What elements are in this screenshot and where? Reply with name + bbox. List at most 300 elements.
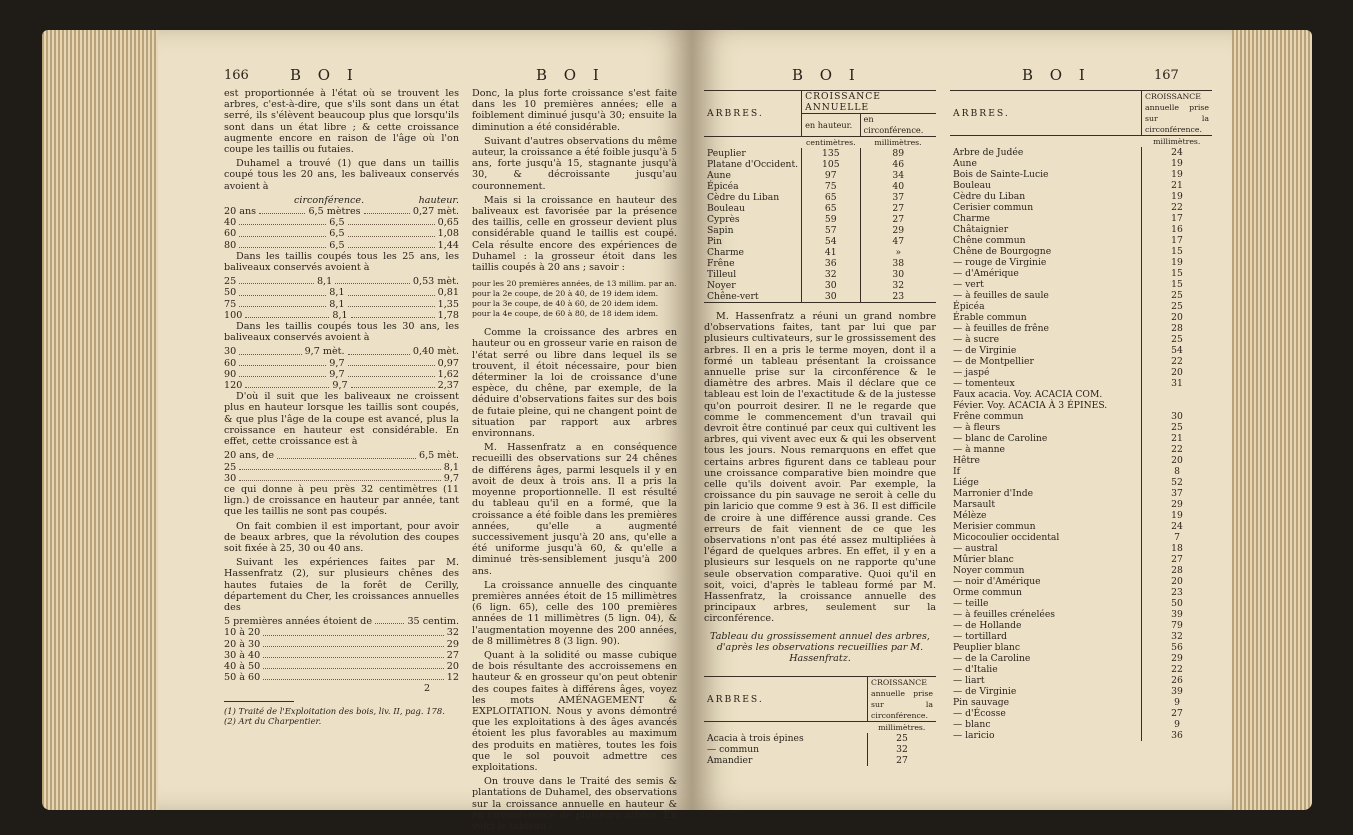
table-row xyxy=(704,236,936,247)
table-row xyxy=(950,169,1212,180)
tree-name: Marsault xyxy=(950,499,1142,510)
leader-dots xyxy=(348,358,435,366)
paragraph: Duhamel a trouvé (1) que dans un taillis coupé tous les 20 ans, les baliveaux conservés avoient à xyxy=(224,158,459,192)
tree-name: Mélèze xyxy=(950,510,1142,521)
table-row xyxy=(704,280,936,291)
paragraph: Dans les taillis coupés tous les 25 ans, les baliveaux conservés avoient à xyxy=(224,250,459,274)
value-cell: 34 xyxy=(892,170,905,181)
tree-name: Cerisier commun xyxy=(950,202,1142,213)
cell: 100 xyxy=(224,309,243,321)
cell: 1,35 xyxy=(437,298,460,310)
cell: 0,53 mèt. xyxy=(412,276,460,288)
value-cell: 17 xyxy=(1171,213,1183,224)
value-cell: 27 xyxy=(1171,708,1183,719)
value-cell: 79 xyxy=(1171,620,1183,631)
table-row xyxy=(950,411,1212,422)
tree-name: — teille xyxy=(950,598,1142,609)
leader-dots xyxy=(348,228,435,236)
paragraph: M. Hassenfratz a réuni un grand nombre d'observations faites, tant par lui que par plusieurs cultivateurs, sur le grossissement des arbres. Il en a pris le terme moyen, dont il a formé un tableau présentant la croissance annuelle prise sur la circonférence & le diamètre des arbres. Mais il déclare que ce tableau est loin de l'exactitude & de la justesse qu'on pourroit desirer. Il ne le regarde que comme le commencement d'un travail qui devroit être continué par ceux qui cultivent les arbres, qui vivent avec eux & qui les observent tous les jours. Nous remarquons en effet que certains arbres figurent dans ce tableau pour une croissance comparative bien moindre que celle qu'ils doivent avoir. Par exemple, la croissance du pin sauvage ne seroit à celle du pin laricio que comme 9 est à 36. Il est difficile de croire à une différence aussi grande. Ces erreurs de fait viennent de ce que les observations n'ont pas été assez multipliées à l'égard de quelques arbres. En effet, il y en a plusieurs sur lesquels on ne rapporte qu'une seule observation comparative. Quoi qu'il en soit, voici, d'après le tableau formé par M. Hassenfratz, la croissance annuelle des principaux arbres, seulement sur la circonférence. xyxy=(704,311,936,625)
tree-name: — jaspé xyxy=(950,367,1142,378)
leader-dots xyxy=(239,228,326,236)
value-cell: 23 xyxy=(1171,587,1183,598)
table-row xyxy=(950,642,1212,653)
cell: 9,7 xyxy=(443,472,459,484)
value-cell: 9 xyxy=(1174,697,1180,708)
value-cell: 20 xyxy=(1171,576,1183,587)
value-cell: 20 xyxy=(1171,455,1183,466)
value-cell: 32 xyxy=(892,280,905,291)
tree-name: Bois de Sainte-Lucie xyxy=(950,169,1142,180)
value-cell: 19 xyxy=(1171,257,1183,268)
value-cell: 20 xyxy=(1171,312,1183,323)
footnote: (2) Art du Charpentier. xyxy=(224,715,322,726)
tree-name: Châtaignier xyxy=(950,224,1142,235)
paragraph: On trouve dans le Traité des semis & plantations de Duhamel, des observations sur la croissance annuelle en hauteur & en circonférence de plusieurs arbres. En voici le tableau : xyxy=(472,776,677,832)
diameter-table xyxy=(472,279,677,319)
table-row xyxy=(224,627,459,638)
table-row xyxy=(950,367,1212,378)
value-cell: » xyxy=(895,247,902,258)
tree-name: Hêtre xyxy=(950,455,1142,466)
cell: 9,7 xyxy=(329,368,345,380)
tree-name: Épicéa xyxy=(704,181,802,192)
value-cell: 24 xyxy=(1171,147,1183,158)
growth-table-30 xyxy=(224,346,459,391)
leader-dots xyxy=(348,240,435,248)
value-cell: 24 xyxy=(1171,521,1183,532)
tree-name: Marronier d'Inde xyxy=(950,488,1142,499)
cell: 120 xyxy=(224,380,243,392)
cell: 30 à 40 xyxy=(224,649,261,661)
table-row xyxy=(950,246,1212,257)
cell: 40 à 50 xyxy=(224,660,261,672)
value-cell: 36 xyxy=(802,258,860,269)
table-row xyxy=(950,455,1212,466)
page-number: 167 xyxy=(1154,68,1179,83)
cell: 25 xyxy=(224,461,237,473)
cell: 60 xyxy=(224,357,237,369)
table-row xyxy=(224,450,459,461)
table-row xyxy=(950,730,1212,741)
cell: 6,5 mèt. xyxy=(419,450,459,462)
table-row xyxy=(950,488,1212,499)
leader-dots xyxy=(239,369,326,377)
value-cell: 25 xyxy=(1171,301,1183,312)
table-row xyxy=(704,733,936,744)
cell: 20 à 30 xyxy=(224,638,261,650)
value-cell: 20 xyxy=(1171,367,1183,378)
table-row xyxy=(704,203,936,214)
value-cell: 19 xyxy=(1171,158,1183,169)
cell: 75 xyxy=(224,298,237,310)
table-row xyxy=(950,356,1212,367)
paragraph: Donc, la plus forte croissance s'est faite dans les 10 premières années; elle a foiblement diminué jusqu'à 30; ensuite la diminution a été considérable. xyxy=(472,88,677,133)
table-row: pour les 20 premières années, de 13 millim. par an. xyxy=(472,279,677,289)
table-row xyxy=(224,217,459,228)
leader-dots xyxy=(364,206,410,214)
value-cell: 21 xyxy=(1171,433,1183,444)
table-row xyxy=(704,247,936,258)
value-cell: 105 xyxy=(802,159,860,170)
unit-row xyxy=(704,137,936,149)
value-cell: 37 xyxy=(1171,488,1183,499)
cell: 20 xyxy=(446,660,459,672)
tree-name: Orme commun xyxy=(950,587,1142,598)
cell: 10 à 20 xyxy=(224,627,261,639)
value-cell: 89 xyxy=(892,148,905,159)
cell xyxy=(704,137,802,149)
value-cell: 27 xyxy=(1171,554,1183,565)
tree-name: Mûrier blanc xyxy=(950,554,1142,565)
value-cell: 19 xyxy=(1171,510,1183,521)
tree-name: Frêne commun xyxy=(950,411,1142,422)
unit-cell: millimètres. xyxy=(874,138,922,147)
paragraph: Comme la croissance des arbres en hauteur ou en grosseur varie en raison de l'état serré ou libre dans lequel ils se trouvent, il étoit nécessaire, pour bien déterminer la loi de croissance d'une espèce, du chêne, par exemple, de la déduire d'observations faites sur des bois de futaie pleine, qui ne changent point de situation par rapport aux arbres environnans. xyxy=(472,327,677,440)
value-cell: 29 xyxy=(1171,653,1183,664)
cell: 30 xyxy=(224,346,237,358)
table-row xyxy=(950,543,1212,554)
leader-dots xyxy=(348,287,435,295)
cell xyxy=(950,136,1142,148)
cell: 8,1 xyxy=(443,461,459,473)
table-row xyxy=(950,202,1212,213)
unit-cell: millimètres. xyxy=(878,723,926,733)
cell: 50 xyxy=(224,287,237,299)
value-cell: 27 xyxy=(892,203,905,214)
tree-name: — d'Écosse xyxy=(950,708,1142,719)
tree-name: Peuplier blanc xyxy=(950,642,1142,653)
table-row xyxy=(950,301,1212,312)
table-row xyxy=(950,675,1212,686)
table-row xyxy=(950,587,1212,598)
tree-name: Acacia à trois épines xyxy=(704,733,868,744)
table-row xyxy=(950,477,1212,488)
value-cell: 97 xyxy=(802,170,860,181)
tree-name: Épicéa xyxy=(950,301,1142,312)
leader-dots xyxy=(263,661,444,669)
leader-dots xyxy=(348,217,435,225)
cell: 6,5 xyxy=(329,217,345,229)
table-row xyxy=(950,609,1212,620)
value-cell: 27 xyxy=(896,755,908,767)
tree-name: — à manne xyxy=(950,444,1142,455)
annual-growth-table xyxy=(224,616,459,683)
table-row xyxy=(950,378,1212,389)
table-row xyxy=(224,240,459,251)
table-row xyxy=(950,180,1212,191)
value-cell: 29 xyxy=(1171,499,1183,510)
running-head-2: B O I xyxy=(536,66,605,84)
cell: 40 xyxy=(224,217,237,229)
table-row xyxy=(224,462,459,473)
table-row xyxy=(224,616,459,627)
right-column-1 xyxy=(704,90,936,766)
leader-dots xyxy=(239,276,314,284)
table-row xyxy=(704,755,936,766)
leader-dots xyxy=(263,627,444,635)
leader-dots xyxy=(239,473,441,481)
height-table xyxy=(224,450,459,484)
cell: 1,62 xyxy=(437,368,460,380)
table-row xyxy=(224,358,459,369)
value-cell: 32 xyxy=(1171,631,1183,642)
table-row xyxy=(704,258,936,269)
cell: 25 xyxy=(224,276,237,288)
value-cell: 65 xyxy=(802,192,860,203)
cell: 27 xyxy=(446,649,459,661)
paragraph: Mais si la croissance en hauteur des baliveaux est favorisée par la présence des taillis, celle en grosseur devient plus considérable quand le taillis est coupé. Cela résulte encore des expériences de Duhamel : la grosseur étoit dans les taillis coupés à 20 ans ; savoir : xyxy=(472,194,677,274)
table-row xyxy=(704,181,936,192)
tree-name: Liége xyxy=(950,477,1142,488)
tree-name: Amandier xyxy=(704,755,868,766)
tree-name: — commun xyxy=(704,744,868,755)
table-row xyxy=(950,279,1212,290)
left-column-2 xyxy=(472,88,677,835)
value-cell: 23 xyxy=(892,291,905,302)
table-row xyxy=(950,422,1212,433)
table-row xyxy=(224,473,459,484)
table-row xyxy=(224,672,459,683)
table-row xyxy=(950,334,1212,345)
table-header: circonférence. hauteur. xyxy=(294,194,459,206)
value-cell: 19 xyxy=(1171,169,1183,180)
table-row xyxy=(704,192,936,203)
running-head: B O I xyxy=(792,66,861,84)
right-column-2 xyxy=(950,90,1212,741)
leader-dots xyxy=(239,299,326,307)
cell: 1,44 xyxy=(437,239,460,251)
table-row xyxy=(950,576,1212,587)
tree-name: Cèdre du Liban xyxy=(704,192,802,203)
table-row xyxy=(950,466,1212,477)
table-row xyxy=(704,170,936,181)
table-row xyxy=(950,664,1212,675)
unit-cell: centimètres. xyxy=(805,138,856,147)
value-cell: 29 xyxy=(892,225,905,236)
value-cell: 28 xyxy=(1171,565,1183,576)
table-row xyxy=(950,719,1212,730)
tree-name: Bouleau xyxy=(704,203,802,214)
tree-name: Cèdre du Liban xyxy=(950,191,1142,202)
value-cell: 15 xyxy=(1171,268,1183,279)
cell: 90 xyxy=(224,368,237,380)
value-cell: 22 xyxy=(1171,202,1183,213)
leader-dots xyxy=(348,346,410,354)
tree-name: Frêne xyxy=(704,258,802,269)
growth-table: ARBRES. CROISSANCE ANNUELLE en hauteur. en circonférence. centimètres. millimètres. Peuplier 135 89 Platane d'Occident. 105 46 Aune 97 34 Épicéa 75 40 Cèdre du Liban 65 37 Bouleau 65 27 Cyprès 59 27 Sapin 57 29 Pin 54 47 Charme 41 » Frêne 36 38 Tilleul 32 30 Noyer 30 32 Chêne-vert 30 23 xyxy=(704,90,936,303)
value-cell xyxy=(1142,400,1213,411)
value-cell: 22 xyxy=(1171,356,1183,367)
tree-name: — de la Caroline xyxy=(950,653,1142,664)
tree-name: Micocoulier occidental xyxy=(950,532,1142,543)
table-row xyxy=(950,631,1212,642)
tree-name: — laricio xyxy=(950,730,1142,741)
cell: 6,5 xyxy=(329,228,345,240)
value-cell: 32 xyxy=(802,269,860,280)
table-row xyxy=(224,639,459,650)
tree-name: Faux acacia. Voy. ACACIA COM. xyxy=(950,389,1142,400)
value-cell: 22 xyxy=(1171,664,1183,675)
unit-cell: millimètres. xyxy=(1153,137,1201,146)
cell: 30 xyxy=(224,472,237,484)
leader-dots xyxy=(263,639,444,647)
tree-name: Pin sauvage xyxy=(950,697,1142,708)
value-cell: 57 xyxy=(802,225,860,236)
cell: 0,65 xyxy=(437,217,460,229)
value-cell: 54 xyxy=(802,236,860,247)
paragraph: M. Hassenfratz a en conséquence recueilli des observations sur 24 chênes de différens âges, parmi lesquels il y en avoit de deux à trois ans. Il a pris la moyenne proportionnelle. Il est résulté du tableau qu'il en a formé, que la croissance a été foible dans les premières années, qu'elle a augmenté successivement jusqu'à 20 ans, qu'elle a été uniforme jusqu'à 60, & qu'elle a diminué très-sensiblement jusqu'à 200 ans. xyxy=(472,442,677,577)
cell: 35 centim. xyxy=(407,616,459,628)
tree-name: Noyer xyxy=(704,280,802,291)
tree-name: — d'Italie xyxy=(950,664,1142,675)
cell xyxy=(704,722,868,734)
tree-name: — à feuilles de frêne xyxy=(950,323,1142,334)
tree-name: Aune xyxy=(704,170,802,181)
value-cell: 25 xyxy=(1171,290,1183,301)
cell: 0,40 mèt. xyxy=(412,346,459,358)
right-page xyxy=(692,30,1232,810)
table-row xyxy=(950,191,1212,202)
value-cell: 56 xyxy=(1171,642,1183,653)
leader-dots xyxy=(277,450,416,458)
cell: 20 ans, de xyxy=(224,450,274,462)
value-cell: 65 xyxy=(802,203,860,214)
table-row xyxy=(950,598,1212,609)
value-cell: 30 xyxy=(1171,411,1183,422)
value-cell: 19 xyxy=(1171,191,1183,202)
table-caption: Tableau du grossissement annuel des arbres, d'après les observations recueillies par M. Hassenfratz. xyxy=(710,630,930,665)
value-cell: 18 xyxy=(1171,543,1183,554)
table-row xyxy=(224,299,459,310)
leader-dots xyxy=(239,358,326,366)
table-row xyxy=(950,235,1212,246)
tree-name: — à feuilles de saule xyxy=(950,290,1142,301)
tree-name: — vert xyxy=(950,279,1142,290)
table-row xyxy=(704,159,936,170)
table-row xyxy=(950,653,1212,664)
paragraph: On fait combien il est important, pour avoir de beaux arbres, que la révolution des coupes soit fixée à 25, 30 ou 40 ans. xyxy=(224,520,459,554)
leader-dots xyxy=(263,672,444,680)
cell: 29 xyxy=(446,638,459,650)
tree-name: — liart xyxy=(950,675,1142,686)
circumference-table: ARBRES. CROISSANCE annuelle prise sur la circonférence. millimètres. Arbre de Judée 24 Aune 19 Bois de Sainte-Lucie 19 Bouleau 21 Cèdre du Liban 19 Cerisier commun 22 Charme 17 Châtaignier 16 Chêne commun 17 Chêne de Bourgogne 15 — rouge de Virginie 19 — d'Amérique 15 — vert 15 — à feuilles de saule 25 Épicéa 25 Érable commun 20 — à feuilles de frêne 28 — à sucre 25 — de Virginie 54 — de Montpellier 22 — jaspé 20 — tomenteux 31 Faux acacia. Voy. ACACIA COM. Févier. Voy. ACACIA À 3 ÉPINES. Frêne commun 30 — à fleurs 25 — blanc de Caroline 21 — à manne 22 Hêtre 20 If 8 Liége 52 Marronier d'Inde 37 Marsault 29 Mélèze 19 Merisier commun 24 Micocoulier occidental 7 — austral 18 Mûrier blanc 27 Noyer commun 28 — noir d'Amérique 20 Orme commun 23 — teille 50 — à feuilles crénelées 39 — de Hollande 79 — tortillard 32 Peuplier blanc 56 — de la Caroline 29 — d'Italie 22 — liart 26 — de Virginie 39 Pin sauvage 9 — d'Écosse 27 — blanc 9 — laricio 36 xyxy=(950,90,1212,741)
table-row xyxy=(950,510,1212,521)
paragraph: La croissance annuelle des cinquante premières années étoit de 15 millimètres (6 lign. 65), celle des 100 premières années de 11 millimètres (5 lign. 04), & l'augmentation moyenne des 200 années, de 8 millimètres 8 (3 lign. 90). xyxy=(472,579,677,647)
tree-name: Charme xyxy=(704,247,802,258)
growth-table-20 xyxy=(224,206,459,251)
cell: 0,27 mèt. xyxy=(412,206,459,218)
tree-name: — tomenteux xyxy=(950,378,1142,389)
table-row: pour la 3e coupe, de 40 à 60, de 20 idem idem. xyxy=(472,299,659,309)
leader-dots xyxy=(245,380,329,388)
tree-name: Arbre de Judée xyxy=(950,147,1142,158)
cell: 9,7 xyxy=(332,380,348,392)
value-cell: 46 xyxy=(892,159,905,170)
tree-name: Platane d'Occident. xyxy=(704,159,802,170)
table-row xyxy=(224,346,459,357)
leader-dots xyxy=(348,369,435,377)
cell: 0,97 xyxy=(437,357,460,369)
tree-name: Pin xyxy=(704,236,802,247)
paragraph: Dans les taillis coupés tous les 30 ans, les baliveaux conservés avoient à xyxy=(224,321,459,344)
table-row xyxy=(950,257,1212,268)
value-cell: 26 xyxy=(1171,675,1183,686)
value-cell: 22 xyxy=(1171,444,1183,455)
table-row xyxy=(704,269,936,280)
cell: 32 xyxy=(446,627,459,639)
cell: 9,7 mèt. xyxy=(304,346,345,358)
leader-dots xyxy=(245,310,329,318)
leader-dots xyxy=(239,346,301,354)
left-column-1 xyxy=(224,88,459,726)
growth-table-2: ARBRES. CROISSANCE annuelle prise sur la circonférence. millimètres. Acacia à trois épines 25 — commun 32 Amandier 27 xyxy=(704,676,936,766)
leader-dots xyxy=(259,206,305,214)
tree-name: — d'Amérique xyxy=(950,268,1142,279)
value-cell: 31 xyxy=(1171,378,1183,389)
tree-name: — à feuilles crénelées xyxy=(950,609,1142,620)
value-cell: 30 xyxy=(802,280,860,291)
cell: 60 xyxy=(224,228,237,240)
value-cell: 41 xyxy=(802,247,860,258)
paragraph: Quant à la solidité ou masse cubique de bois résultante des accroissemens en hauteur & en grosseur qu'on peut obtenir des coupes faites à différens âges, voyez les mots AMÉNAGEMENT & EXPLOITATION. Nous y avons démontré que les exploitations à des âges avancés étoient les plus favorables au maximum des produits en matières, toutes les fois que le sol pouvoit admettre ces exploitations. xyxy=(472,649,677,773)
leader-dots xyxy=(335,276,410,284)
table-row xyxy=(950,433,1212,444)
value-cell: 15 xyxy=(1171,279,1183,290)
value-cell: 27 xyxy=(892,214,905,225)
cell: 2,37 xyxy=(437,380,460,392)
value-cell: 16 xyxy=(1171,224,1183,235)
tree-name: — austral xyxy=(950,543,1142,554)
table-row xyxy=(704,291,936,303)
tree-name: Cyprès xyxy=(704,214,802,225)
cell: 8,1 xyxy=(332,309,348,321)
tree-name: — blanc de Caroline xyxy=(950,433,1142,444)
table-row xyxy=(950,697,1212,708)
page-edge-left xyxy=(42,30,160,810)
value-cell: 25 xyxy=(1171,422,1183,433)
table-row xyxy=(950,158,1212,169)
table-row xyxy=(704,744,936,755)
leader-dots xyxy=(348,299,435,307)
value-cell: 30 xyxy=(892,269,905,280)
value-cell: 7 xyxy=(1174,532,1180,543)
cell: 80 xyxy=(224,239,237,251)
tree-name: Merisier commun xyxy=(950,521,1142,532)
value-cell: 59 xyxy=(802,214,860,225)
table-row xyxy=(950,400,1212,411)
running-head-2: B O I xyxy=(1022,66,1091,84)
tree-name: — de Montpellier xyxy=(950,356,1142,367)
value-cell: 15 xyxy=(1171,246,1183,257)
value-cell: 9 xyxy=(1174,719,1180,730)
table-row: pour la 4e coupe, de 60 à 80, de 18 idem idem. xyxy=(472,309,659,319)
paragraph: D'où il suit que les baliveaux ne croissent plus en hauteur lorsque les taillis sont coupés, & que plus l'âge de la coupe est avancé, plus la croissance en hauteur est considérable. En effet, cette croissance est à xyxy=(224,391,459,448)
tree-name: Chêne commun xyxy=(950,235,1142,246)
table-row xyxy=(950,554,1212,565)
cell: 8,1 xyxy=(329,298,345,310)
tree-name: Févier. Voy. ACACIA À 3 ÉPINES. xyxy=(950,400,1142,411)
table-row xyxy=(704,214,936,225)
table-row xyxy=(224,287,459,298)
value-cell: 25 xyxy=(896,733,908,745)
cell: 20 ans xyxy=(224,206,257,218)
value-cell: 37 xyxy=(892,192,905,203)
growth-table-25 xyxy=(224,276,459,321)
cell: 9,7 xyxy=(329,357,345,369)
value-cell: 38 xyxy=(892,258,905,269)
value-cell: 39 xyxy=(1171,686,1183,697)
tree-name: — tortillard xyxy=(950,631,1142,642)
